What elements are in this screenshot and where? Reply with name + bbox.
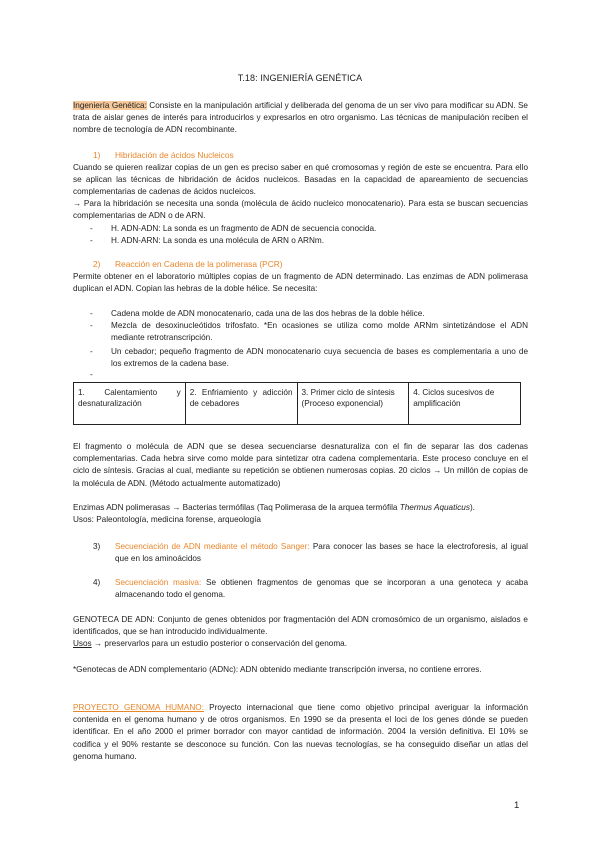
table-cell: 4. Ciclos sucesivos de amplificación: [409, 383, 521, 425]
section-2-title: Reacción en Cadena de la polimerasa (PCR): [115, 259, 283, 269]
genoteca-uses: Usos → preservarlos para un estudio posterior o conservación del genoma.: [73, 639, 347, 648]
list-item: - Cadena molde de ADN monocatenario, cada una de las dos hebras de la doble hélice.: [90, 309, 425, 318]
intro-text: Consiste en la manipulación artificial y deliberada del genoma de un ser vivo para modificar su ADN. Se trata de aislar genes de interés para introducirlos y expresarlos en otro organismo. Las técnicas de manipulación reciben el nombre de tecnología de ADN recombinante.: [73, 101, 528, 135]
page-title: T.18: INGENIERÍA GENÉTICA: [237, 73, 363, 83]
table-cell: 3. Primer ciclo de síntesis (Proceso exponencial): [297, 383, 409, 425]
pcr-phases-table: [73, 382, 521, 425]
section-2-heading: [93, 259, 283, 269]
page-number: 1: [514, 800, 520, 811]
section-1-title: Hibridación de ácidos Nucleicos: [115, 150, 234, 160]
section-3: [93, 541, 528, 565]
section-2-number: 2): [93, 259, 101, 269]
table-cell: 2. Enfriamiento y adicción de cebadores: [185, 383, 297, 425]
section-4: [93, 577, 528, 601]
section-2-paragraph: Permite obtener en el laboratorio múltiples copias de un fragmento de ADN determinado. Las enzimas de ADN polimerasa duplican el ADN. Copian las hebras de la doble hélice. Se necesita:: [73, 272, 528, 294]
document-page: T.18: INGENIERÍA GENÉTICA Ingeniería Genética: Consiste en la manipulación artificial y deliberada del genoma de un ser vivo para modificar su ADN. Se trata de aislar genes de interés para introducirlos y expresarlos en otro organismo. Las técnicas de manipulación reciben el nombre de tecnología de ADN recombinante. 1) Hibridación de ácidos Nucleicos Cuando se quieren realizar copias de un gen es preciso saber en qué cromosomas y región de este se encuentra. Para ello se aplican las técnicas de hibridación de ácidos nucleicos. Basadas en la capacidad de apareamiento de secuencias complementarias de cadenas de ácidos nucleicos. → Para la hibridación se necesita una sonda (molécula de ácido nucleico monocatenario). Para esta se buscan secuencias complementarias de ADN o de ARN. - H. ADN-ADN: La sonda es un fragmento de ADN de secuencia conocida. - H. ADN-ARN: La sonda es una molécula de ARN o ARNm. 2) Reacción en Cadena de la polimerasa (PCR) Permite obtener en el laboratorio múltiples copias de un fragmento de ADN determinado. Las enzimas de ADN polimerasa duplican el ADN. Copian las hebras de la doble hélice. Se necesita: - Cadena molde de ADN monocatenario, cada una de las dos hebras de la doble hélice. - Mezcla de desoxinucleótidos trifosfato. *En ocasiones se utiliza como molde ARNm sintetizándose el ADN mediante retrotranscripción. - Un cebador; pequeño fragmento de ADN monocatenario cuya secuencia de bases es complementaria a uno de los extremos de la cadena base. - 1. Calentamiento y desnaturalización 2. Enfriamiento y adicción de cebadores 3. Primer ciclo de síntesis (Proceso exponencial) 4. Ciclos sucesivos de amplificación El fragmento o molécula de ADN que se desea secuenciarse desnaturaliza con el fin de separar las dos cadenas complementarias. Cada hebra sirve como molde para sintetizar otra cadena complementaria. Este proceso concluye en el ciclo de síntesis. Gracias al cual, mediante su repetición se obtienen numerosas copias. 20 ciclos → Un millón de copias de la molécula de ADN. (Método actualmente automatizado) Enzimas ADN polimerasas → Bacterias termófilas (Taq Polimerasa de la arquea termófila Thermus Aquaticus). Usos: Paleontología, medicina forense, arqueología 3) Secuenciación de ADN mediante el método Sanger: Para conocer las bases se hace la electroforesis, al igual que en los aminoácidos 4) Secuenciación masiva: Se obtienen fragmentos de genomas que se incorporan a una genoteca y acaba almacenando todo el genoma. GENOTECA DE ADN: Conjunto de genes obtenidos por fragmentación del ADN cromosómico de un organismo, aislados e identificados, que se han introducido individualmente. Usos → preservarlos para un estudio posterior o conservación del genoma. *Genotecas de ADN complementario (ADNc): ADN obtenido mediante transcripción inversa, no contiene errores. PROYECTO GENOMA HUMANO: Proyecto internacional que tiene como objetivo principal averiguar la información contenida en el genoma humano y de otros organismos. En 1990 se da presenta el loci de los genes dónde se pueden identificar. En el año 2000 el primer borrador con mayor cantidad de información. 2004 la versión definitiva. El 10% se codifica y el 90% restante se desconoce su función. Con las nuevas tecnologías, se ha conseguido diseñar un atlas del genoma humano. 1: [0, 0, 600, 848]
section-3-text: Para conocer las bases se hace la electroforesis, al igual que en los aminoácidos: [115, 542, 528, 564]
proyecto-label: PROYECTO GENOMA HUMANO:: [73, 703, 204, 712]
section-1-heading: [93, 150, 234, 160]
section-1-arrow-line: → Para la hibridación se necesita una sonda (molécula de ácido nucleico monocatenario). Para esta se buscan secuencias complementarias de ADN o de ARN.: [73, 199, 528, 221]
pcr-explanation-paragraph: El fragmento o molécula de ADN que se desea secuenciarse desnaturaliza con el fin de separar las dos cadenas complementarias. Cada hebra sirve como molde para sintetizar otra cadena complementaria. Este proceso concluye en el ciclo de síntesis. Gracias al cual, mediante su repetición se obtienen numerosas copias. 20 ciclos → Un millón de copias de la molécula de ADN. (Método actualmente automatizado): [73, 442, 528, 488]
list-item: - H. ADN-ARN: La sonda es una molécula de ARN o ARNm.: [90, 236, 324, 245]
uses-line: Usos: Paleontología, medicina forense, arqueología: [73, 515, 261, 524]
list-item: - H. ADN-ADN: La sonda es un fragmento de ADN de secuencia conocida.: [90, 224, 377, 233]
intro-term: Ingeniería Genética:: [73, 101, 147, 110]
section-4-title: Secuenciación masiva:: [115, 578, 202, 587]
section-4-number: 4): [93, 578, 101, 587]
section-4-text: Se obtienen fragmentos de genomas que se incorporan a una genoteca y acaba almacenando todo el genoma.: [115, 578, 529, 600]
table-cell: 1. Calentamiento y desnaturalización: [74, 383, 186, 425]
intro-paragraph: [73, 100, 528, 137]
section-3-title: Secuenciación de ADN mediante el método Sanger:: [115, 542, 310, 551]
proyecto-text: Proyecto internacional que tiene como objetivo principal averiguar la información contenida en el genoma humano y de otros organismos. En 1990 se da presenta el loci de los genes dónde se pueden identificar. En el año 2000 el primer borrador con mayor cantidad de información. 2004 la versión definitiva. El 10% se codifica y el 90% restante se desconoce su función. Con las nuevas tecnologías, se ha conseguido diseñar un atlas del genoma humano.: [73, 703, 528, 761]
table-row: [74, 383, 521, 425]
section-1-number: 1): [93, 150, 101, 160]
genoteca-paragraph: GENOTECA DE ADN: Conjunto de genes obtenidos por fragmentación del ADN cromosómico de un organismo, aislados e identificados, que se han introducido individualmente.: [73, 615, 528, 637]
section-1-paragraph: Cuando se quieren realizar copias de un gen es preciso saber en qué cromosomas y región de este se encuentra. Para ello se aplican las técnicas de hibridación de ácidos nucleicos. Basadas en la capacidad de apareamiento de secuencias complementarias de cadenas de ácidos nucleicos.: [73, 163, 528, 197]
list-item: - Mezcla de desoxinucleótidos trifosfato. *En ocasiones se utiliza como molde ARNm sintetizándose el ADN mediante retrotranscripción.: [90, 321, 528, 343]
adnc-paragraph: *Genotecas de ADN complementario (ADNc): ADN obtenido mediante transcripción inversa, no contiene errores.: [73, 665, 482, 674]
list-item: - Un cebador; pequeño fragmento de ADN monocatenario cuya secuencia de bases es complementaria a uno de los extremos de la cadena base.: [90, 347, 528, 369]
enzymes-line: Enzimas ADN polimerasas → Bacterias termófilas (Taq Polimerasa de la arquea termófila Thermus Aquaticus).: [73, 503, 475, 512]
section-3-number: 3): [93, 542, 101, 551]
proyecto-paragraph: [73, 702, 528, 763]
